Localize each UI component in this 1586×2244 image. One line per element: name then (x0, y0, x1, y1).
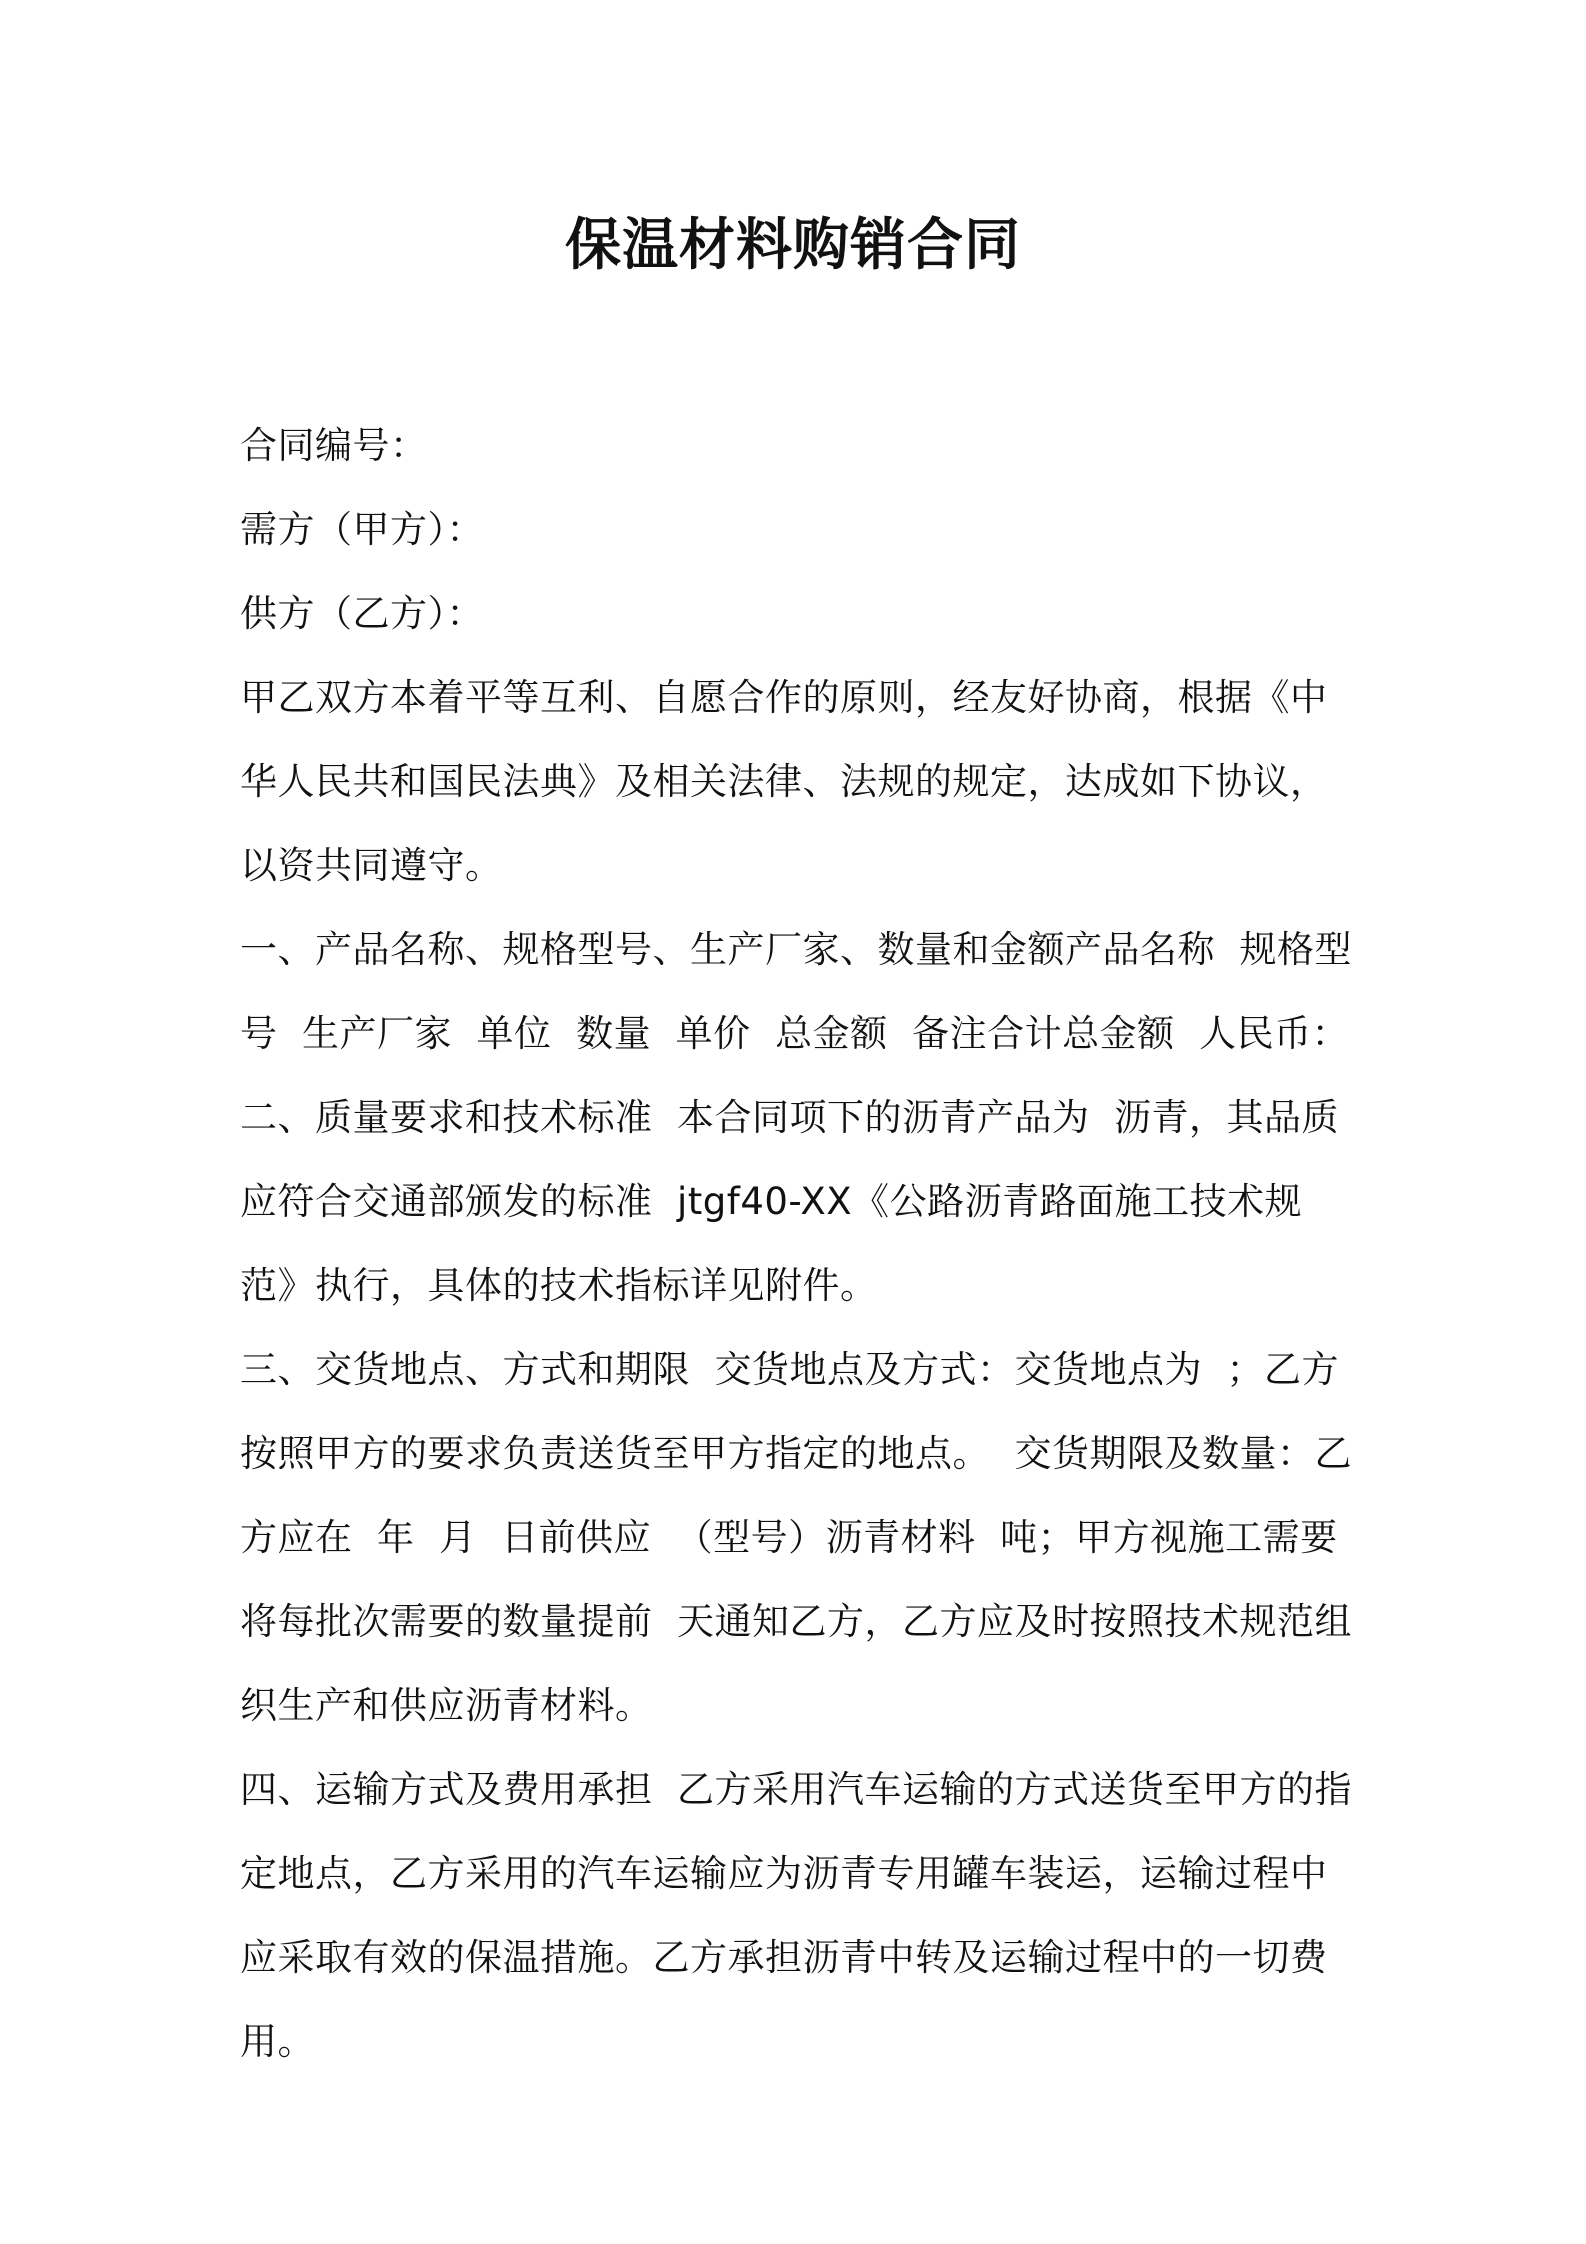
preamble-paragraph: 甲乙双方本着平等互利、自愿合作的原则，经友好协商，根据《中华人民共和国民法典》及相关法律、法规的规定，达成如下协议，以资共同遵守。 (240, 676, 1328, 887)
section-4-paragraph: 四、运输方式及费用承担 乙方采用汽车运输的方式送货至甲方的指定地点，乙方采用的汽车运输应为沥青专用罐车装运，运输过程中应采取有效的保温措施。乙方承担沥青中转及运输过程中的一切费用。 (240, 1768, 1353, 2063)
section-3-paragraph: 三、交货地点、方式和期限 交货地点及方式：交货地点为 ；乙方按照甲方的要求负责送货至甲方指定的地点。 交货期限及数量：乙方应在 年 月 日前供应 （型号）沥青材料 吨；甲方视施工需要将每批次需要的数量提前 天通知乙方，乙方应及时按照技术规范组织生产和供应沥青材料。 (240, 1348, 1353, 1727)
document-title: 保温材料购销合同 (565, 213, 1021, 278)
party-a-field: 需方（甲方）： (240, 508, 484, 551)
section-2-paragraph: 二、质量要求和技术标准 本合同项下的沥青产品为 沥青，其品质应符合交通部颁发的标准 jtgf40-XX《公路沥青路面施工技术规范》执行，具体的技术指标详见附件。 (240, 1096, 1340, 1307)
contract-number-field: 合同编号： (240, 424, 428, 467)
section-1-paragraph: 一、产品名称、规格型号、生产厂家、数量和金额产品名称 规格型号 生产厂家 单位 数量 单价 总金额 备注合计总金额 人民币： (240, 928, 1353, 1055)
party-b-field: 供方（乙方）： (240, 592, 484, 635)
document-body (240, 404, 1356, 2084)
